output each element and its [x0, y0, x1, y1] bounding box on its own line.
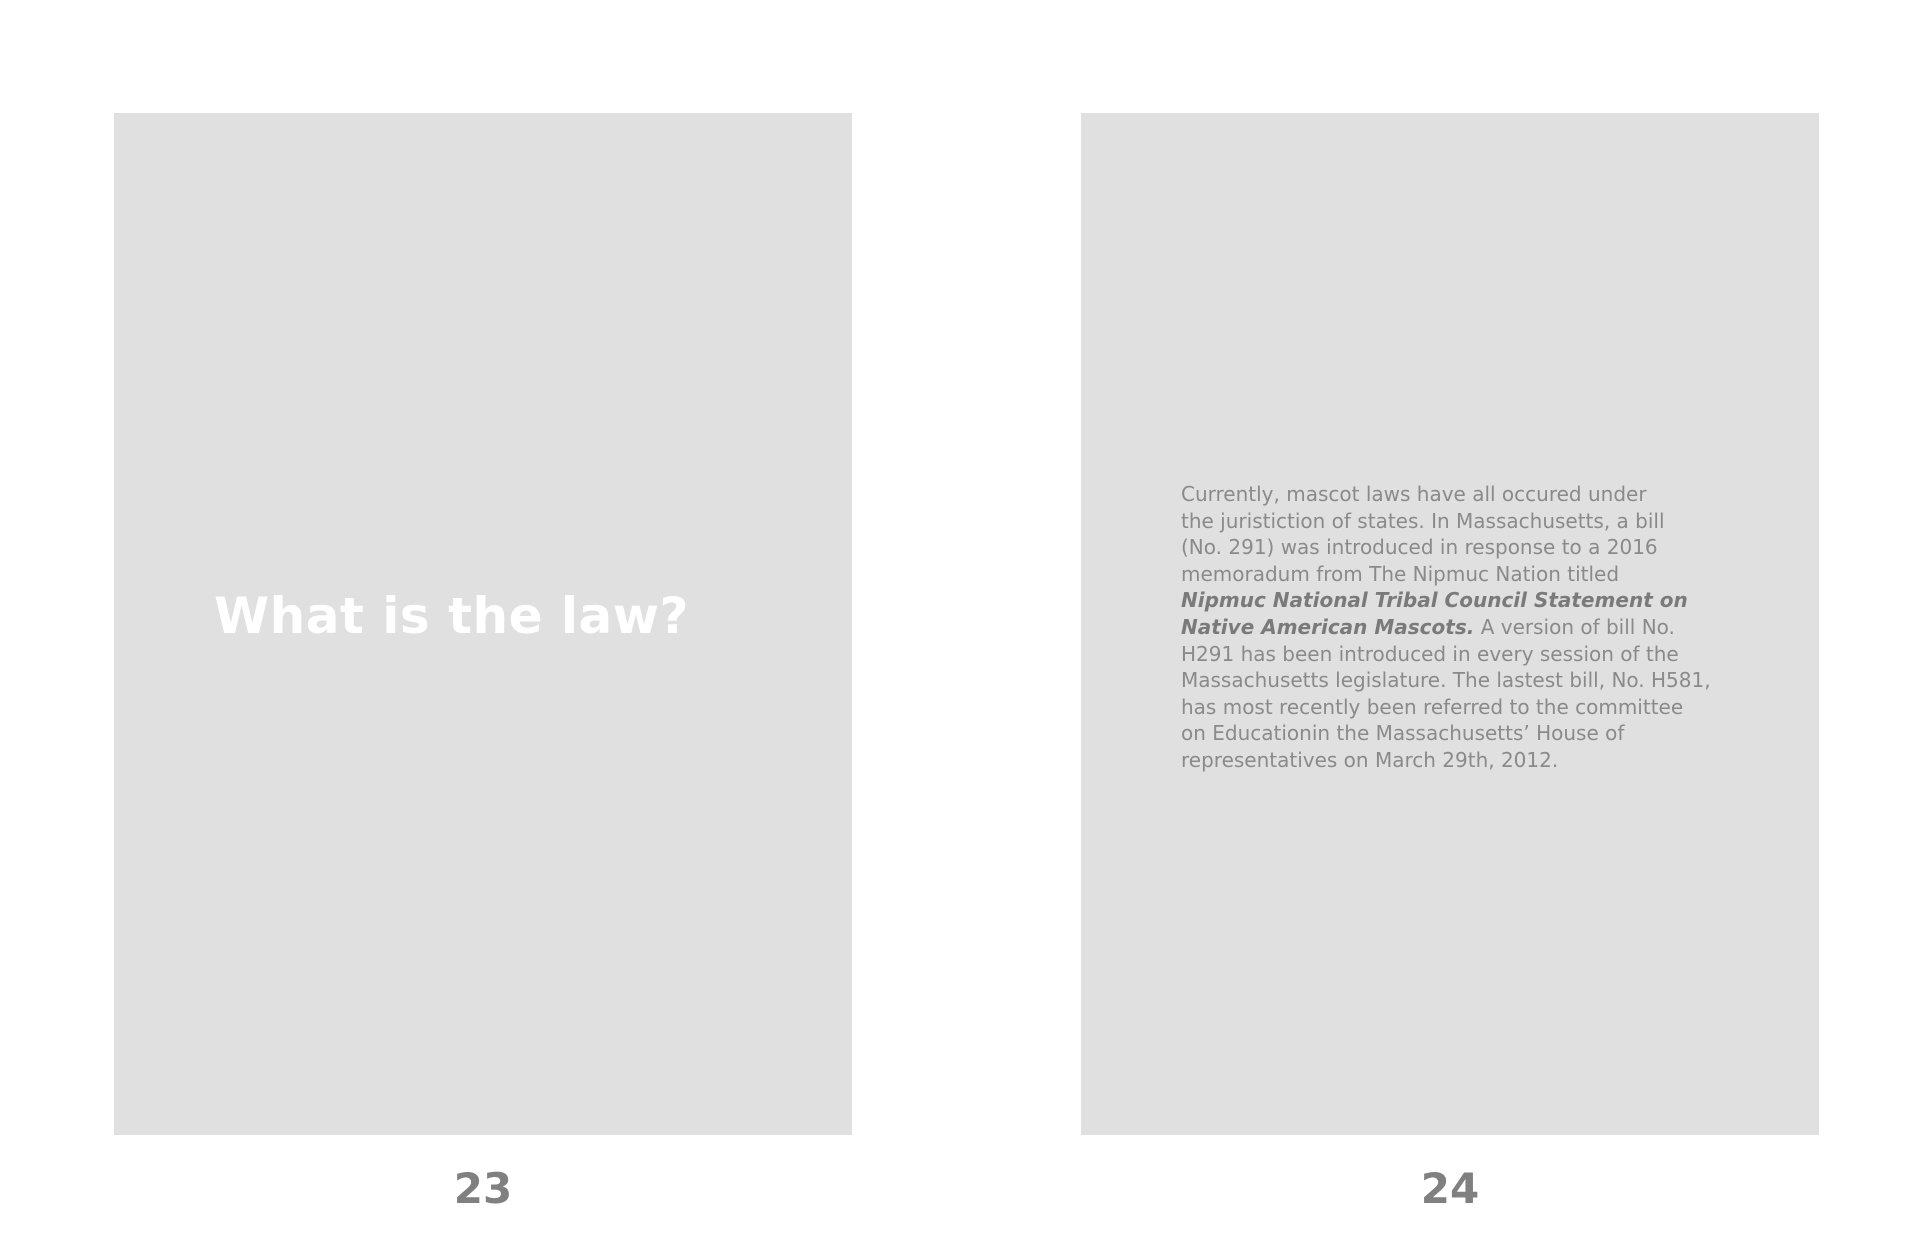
body-line: [1181, 587, 1741, 614]
page-number-left: 23: [453, 1164, 513, 1213]
body-line: representatives on March 29th, 2012.: [1181, 747, 1559, 772]
body-line: Currently, mascot laws have all occured under: [1181, 482, 1647, 506]
left-page: [114, 113, 852, 1135]
memo-title-part-2: Native American Mascots.: [1181, 614, 1475, 639]
body-line: memoradum from The Nipmuc Nation titled: [1181, 561, 1620, 586]
body-paragraph: [1181, 481, 1741, 774]
body-line: [1181, 614, 1741, 641]
body-text-fragment: A version of bill No.: [1474, 614, 1675, 639]
body-line: on Educationin the Massachusetts’ House of: [1181, 721, 1625, 746]
page-heading: What is the law?: [214, 587, 689, 645]
page-number-right: 24: [1420, 1164, 1480, 1213]
body-line: the juristiction of states. In Massachusetts, a bill: [1181, 508, 1665, 533]
body-line: Massachusetts legislature. The lastest bill, No. H581,: [1181, 668, 1711, 693]
right-page: [1081, 113, 1819, 1135]
body-line: H291 has been introduced in every session of the: [1181, 641, 1679, 666]
memo-title-part-1: Nipmuc National Tribal Council Statement on: [1181, 588, 1688, 613]
body-line: (No. 291) was introduced in response to a 2016: [1181, 535, 1658, 560]
body-line: has most recently been referred to the committee: [1181, 694, 1684, 719]
